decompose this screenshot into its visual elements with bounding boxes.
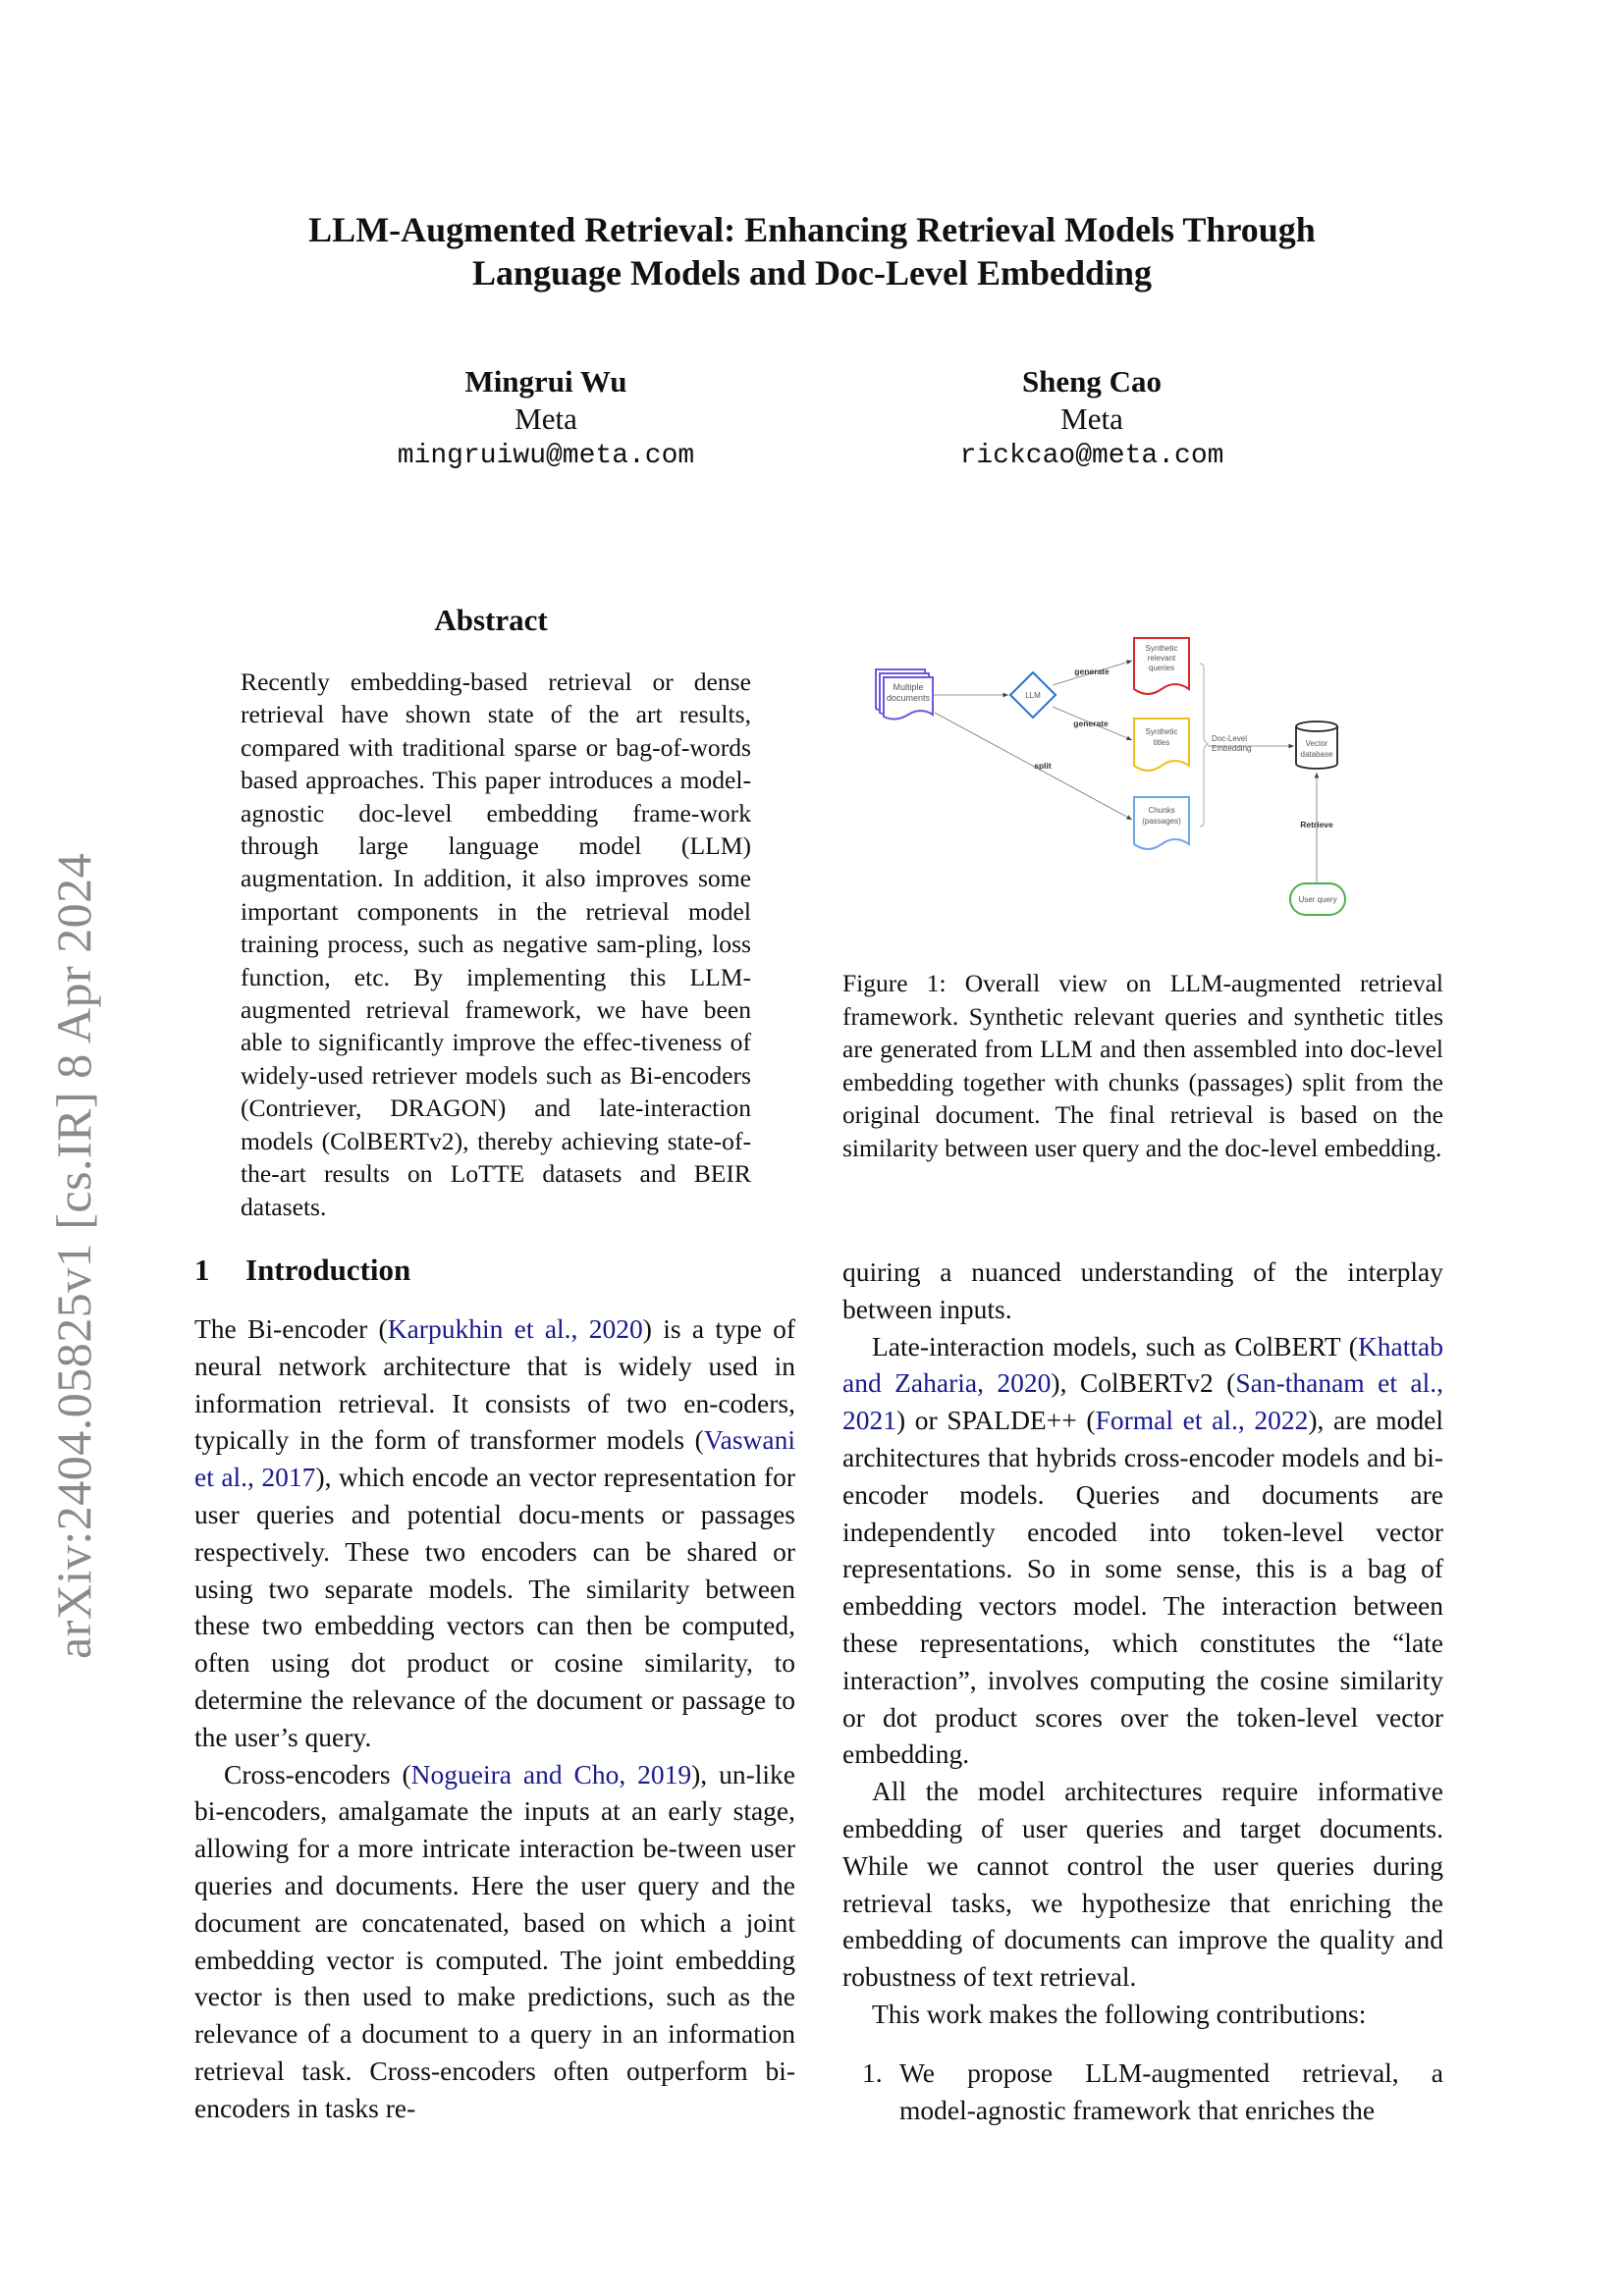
- text-run: ), which encode an vector representation for user queries and potential docu-ments or passages respectively. These two encoders can be shared or using two separate models. The similarity between these two embedding vectors can then be computed, often using dot product or cosine similarity, to determine the relevance of the document or passage to the user’s query.: [194, 1462, 795, 1752]
- chunks-label-2: (passages): [1142, 817, 1181, 826]
- list-text-line: model-agnostic framework that enriches the: [899, 2094, 1376, 2125]
- text-run: ) is a type of neural network architecture that is widely used in information retrieval. It consists of two en-coders, typically in the form of transformer models (: [194, 1313, 796, 1456]
- citation-link[interactable]: San-thanam et al., 2021: [842, 1367, 1444, 1436]
- text-run: ), un-like bi-encoders, amalgamate the inputs at an early stage, allowing for a more intricate interaction be-tween user queries and documents. Here the user query and the document are concatenated, based on which a joint embedding vector is computed. The joint embedding vector is then used to make predictions, such as the relevance of a document to a query in an information retrieval task. Cross-encoders often outperform bi-encoders in tasks re-: [194, 1758, 795, 2123]
- author-email[interactable]: mingruiwu@meta.com: [397, 441, 695, 471]
- list-text-line: We propose LLM-augmented retrieval, a: [899, 2057, 1443, 2088]
- generate-label-2: generate: [1073, 719, 1109, 728]
- arxiv-identifier-stamp: arXiv:2404.05825v1 [cs.IR] 8 Apr 2024: [46, 852, 101, 1659]
- text-run: ), ColBERTv2 (: [1051, 1367, 1236, 1399]
- doc-level-label-1: Doc-Level: [1212, 734, 1248, 743]
- docs-label-1: Multiple: [893, 682, 924, 692]
- paragraph: All the model architectures require informative embedding of user queries and target documents. While we cannot control the user queries during retrieval tasks, we hypothesize that enriching the embedding of documents can improve the quality and robustness of text retrieval.: [842, 1776, 1443, 1993]
- title-line-2: Language Models and Doc-Level Embedding: [471, 253, 1153, 293]
- db-label-2: database: [1300, 750, 1333, 759]
- doc-level-label-2: Embedding: [1212, 744, 1252, 753]
- user-query-label: User query: [1298, 895, 1337, 904]
- citation-link[interactable]: Karpukhin et al., 2020: [387, 1313, 643, 1344]
- titles-label-1: Synthetic: [1145, 727, 1178, 736]
- paper-title: [196, 208, 1428, 294]
- text-run: The Bi-encoder (: [194, 1313, 388, 1344]
- queries-label-3: queries: [1148, 664, 1175, 672]
- framework-diagram: [864, 628, 1414, 942]
- list-number: 1.: [862, 2057, 883, 2088]
- split-label: split: [1034, 761, 1052, 771]
- llm-label: LLM: [1025, 691, 1041, 700]
- paragraph: [194, 1310, 795, 1756]
- section-heading: [194, 1253, 410, 1288]
- titles-label-2: titles: [1153, 738, 1170, 747]
- author-block: [350, 363, 742, 475]
- retrieve-label: Retrieve: [1300, 820, 1333, 829]
- author-name: Sheng Cao: [1021, 364, 1163, 399]
- paragraph: [842, 1328, 1443, 1774]
- section-number: 1: [194, 1253, 210, 1287]
- contribution-list-item: [862, 2055, 1443, 2129]
- citation-link[interactable]: Khattab and Zaharia, 2020: [842, 1330, 1443, 1399]
- author-affiliation: Meta: [1060, 401, 1123, 436]
- paragraph: This work makes the following contributions:: [872, 1998, 1367, 2029]
- text-run: Late-interaction models, such as ColBERT (: [872, 1330, 1358, 1362]
- generate-label-1: generate: [1074, 667, 1110, 676]
- queries-label-2: relevant: [1147, 654, 1176, 663]
- abstract-text: Recently embedding-based retrieval or dense retrieval have shown state of the art results, compared with traditional sparse or bag-of-words based approaches. This paper introduces a model-agnostic doc-level embedding frame-work through large language model (LLM) augmentation. In addition, it also improves some important components in the retrieval model training process, such as negative sam-pling, loss function, etc. By implementing this LLM-augmented retrieval framework, we have been able to significantly improve the effec-tiveness of widely-used retriever models such as Bi-encoders (Contriever, DRAGON) and late-interaction models (ColBERTv2), thereby achieving state-of-the-art results on LoTTE datasets and BEIR datasets.: [241, 667, 751, 1221]
- author-email[interactable]: rickcao@meta.com: [959, 441, 1224, 471]
- abstract-heading: Abstract: [434, 603, 548, 637]
- citation-link[interactable]: Vaswani et al., 2017: [194, 1424, 795, 1493]
- chunks-label-1: Chunks: [1148, 806, 1175, 815]
- title-line-1: LLM-Augmented Retrieval: Enhancing Retrieval Models Through: [308, 210, 1316, 249]
- intro-left-column: [194, 1310, 795, 2127]
- queries-label-1: Synthetic: [1145, 644, 1178, 653]
- intro-right-column: [842, 1254, 1443, 2033]
- author-affiliation: Meta: [514, 401, 577, 436]
- text-run: ) or SPALDE++ (: [896, 1405, 1096, 1436]
- author-name: Mingrui Wu: [464, 364, 627, 399]
- text-run: ), are model architectures that hybrids cross-encoder models and bi-encoder models. Queries and documents are independently encoded into token-level vector representations. So in some sense, this is a bag of embedding vectors model. The interaction between these representations, which constitutes the “late interaction”, involves computing the cosine similarity or dot product scores over the token-level vector embedding.: [842, 1405, 1443, 1770]
- section-title: Introduction: [245, 1253, 411, 1287]
- figure-caption: Figure 1: Overall view on LLM-augmented retrieval framework. Synthetic relevant queries and synthetic titles are generated from LLM and then assembled into doc-level embedding together with chunks (passages) split from the original document. The final retrieval is based on the similarity between user query and the doc-level embedding.: [842, 969, 1443, 1162]
- paragraph: [194, 1756, 795, 2127]
- citation-link[interactable]: Formal et al., 2022: [1095, 1405, 1309, 1436]
- author-block: [895, 363, 1288, 475]
- docs-label-2: documents: [886, 693, 931, 703]
- doc-level-brace: [1200, 664, 1208, 827]
- paragraph: quiring a nuanced understanding of the interplay between inputs.: [842, 1256, 1443, 1324]
- text-run: Cross-encoders (: [224, 1758, 411, 1789]
- db-label-1: Vector: [1305, 739, 1328, 748]
- citation-link[interactable]: Nogueira and Cho, 2019: [410, 1758, 692, 1789]
